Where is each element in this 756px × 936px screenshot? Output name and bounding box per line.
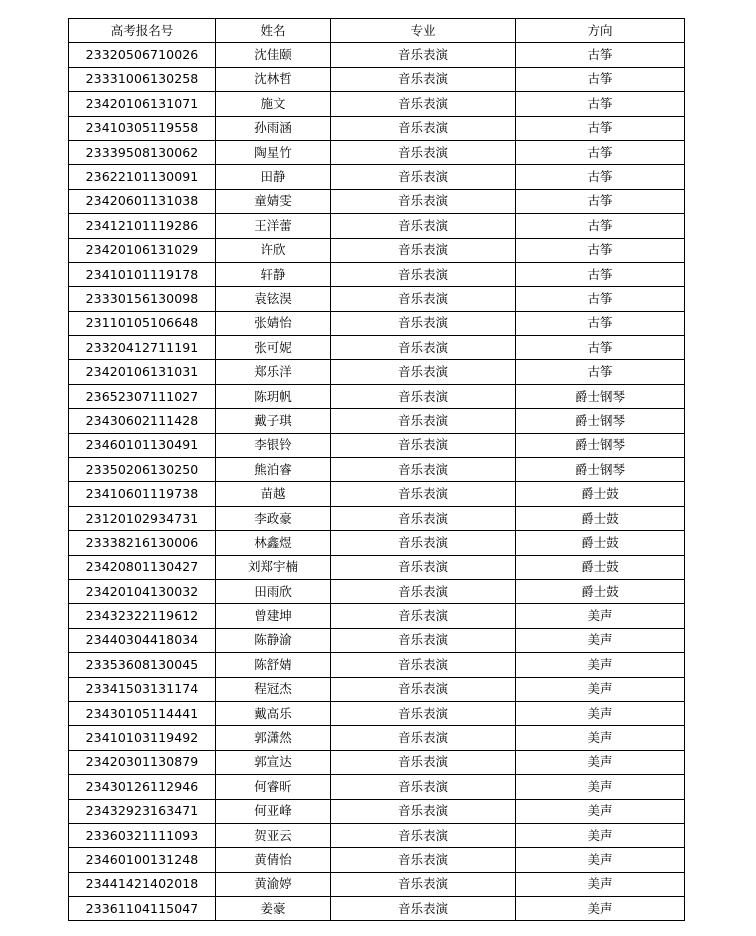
table-row bbox=[69, 43, 685, 67]
table-row bbox=[69, 92, 685, 116]
table-header bbox=[69, 19, 685, 43]
exam-id-cell: 23420601131038 bbox=[69, 189, 216, 213]
table-row bbox=[69, 628, 685, 652]
exam-id-cell: 23460101130491 bbox=[69, 433, 216, 457]
student-name-cell: 童婧雯 bbox=[216, 189, 331, 213]
table-row bbox=[69, 653, 685, 677]
major-cell: 音乐表演 bbox=[331, 555, 516, 579]
table-row bbox=[69, 506, 685, 530]
table-row bbox=[69, 579, 685, 603]
major-cell: 音乐表演 bbox=[331, 262, 516, 286]
exam-id-cell: 23320412711191 bbox=[69, 336, 216, 360]
student-name-cell: 王洋蕾 bbox=[216, 214, 331, 238]
exam-id-cell: 23432322119612 bbox=[69, 604, 216, 628]
major-cell: 音乐表演 bbox=[331, 750, 516, 774]
direction-cell: 爵士鼓 bbox=[516, 555, 685, 579]
direction-cell: 古筝 bbox=[516, 189, 685, 213]
direction-cell: 古筝 bbox=[516, 214, 685, 238]
student-name-cell: 袁铉淏 bbox=[216, 287, 331, 311]
student-name-cell: 郭宣达 bbox=[216, 750, 331, 774]
student-name-cell: 戴子琪 bbox=[216, 409, 331, 433]
direction-cell: 古筝 bbox=[516, 43, 685, 67]
student-name-cell: 林鑫煜 bbox=[216, 531, 331, 555]
table-row bbox=[69, 336, 685, 360]
student-name-cell: 贺亚云 bbox=[216, 823, 331, 847]
student-name-cell: 程冠杰 bbox=[216, 677, 331, 701]
major-cell: 音乐表演 bbox=[331, 458, 516, 482]
student-name-cell: 苗越 bbox=[216, 482, 331, 506]
table-row bbox=[69, 458, 685, 482]
header-exam-id: 高考报名号 bbox=[69, 19, 216, 43]
table-body bbox=[69, 43, 685, 921]
table-row bbox=[69, 189, 685, 213]
table-row bbox=[69, 872, 685, 896]
direction-cell: 古筝 bbox=[516, 262, 685, 286]
exam-id-cell: 23622101130091 bbox=[69, 165, 216, 189]
major-cell: 音乐表演 bbox=[331, 384, 516, 408]
direction-cell: 古筝 bbox=[516, 92, 685, 116]
direction-cell: 古筝 bbox=[516, 287, 685, 311]
exam-id-cell: 23350206130250 bbox=[69, 458, 216, 482]
direction-cell: 古筝 bbox=[516, 67, 685, 91]
direction-cell: 爵士鼓 bbox=[516, 482, 685, 506]
exam-id-cell: 23412101119286 bbox=[69, 214, 216, 238]
table-row bbox=[69, 750, 685, 774]
exam-id-cell: 23320506710026 bbox=[69, 43, 216, 67]
exam-id-cell: 23120102934731 bbox=[69, 506, 216, 530]
table-row bbox=[69, 214, 685, 238]
direction-cell: 古筝 bbox=[516, 360, 685, 384]
exam-id-cell: 23420104130032 bbox=[69, 579, 216, 603]
header-name: 姓名 bbox=[216, 19, 331, 43]
exam-id-cell: 23360321111093 bbox=[69, 823, 216, 847]
direction-cell: 美声 bbox=[516, 848, 685, 872]
direction-cell: 美声 bbox=[516, 604, 685, 628]
exam-id-cell: 23331006130258 bbox=[69, 67, 216, 91]
student-name-cell: 陈静渝 bbox=[216, 628, 331, 652]
table-row bbox=[69, 701, 685, 725]
student-name-cell: 刘郑宇楠 bbox=[216, 555, 331, 579]
exam-id-cell: 23339508130062 bbox=[69, 140, 216, 164]
exam-id-cell: 23410101119178 bbox=[69, 262, 216, 286]
student-name-cell: 黄倩怡 bbox=[216, 848, 331, 872]
exam-id-cell: 23410103119492 bbox=[69, 726, 216, 750]
table-row bbox=[69, 140, 685, 164]
major-cell: 音乐表演 bbox=[331, 140, 516, 164]
direction-cell: 古筝 bbox=[516, 165, 685, 189]
major-cell: 音乐表演 bbox=[331, 604, 516, 628]
direction-cell: 古筝 bbox=[516, 238, 685, 262]
exam-id-cell: 23430602111428 bbox=[69, 409, 216, 433]
table-row bbox=[69, 238, 685, 262]
exam-id-cell: 23420301130879 bbox=[69, 750, 216, 774]
exam-id-cell: 23420106131031 bbox=[69, 360, 216, 384]
major-cell: 音乐表演 bbox=[331, 701, 516, 725]
exam-id-cell: 23420801130427 bbox=[69, 555, 216, 579]
direction-cell: 爵士钢琴 bbox=[516, 458, 685, 482]
exam-id-cell: 23410601119738 bbox=[69, 482, 216, 506]
exam-id-cell: 23420106131029 bbox=[69, 238, 216, 262]
student-name-cell: 田雨欣 bbox=[216, 579, 331, 603]
header-major: 专业 bbox=[331, 19, 516, 43]
student-name-cell: 轩静 bbox=[216, 262, 331, 286]
major-cell: 音乐表演 bbox=[331, 579, 516, 603]
major-cell: 音乐表演 bbox=[331, 628, 516, 652]
table-row bbox=[69, 384, 685, 408]
major-cell: 音乐表演 bbox=[331, 482, 516, 506]
table-row bbox=[69, 531, 685, 555]
direction-cell: 美声 bbox=[516, 799, 685, 823]
direction-cell: 爵士鼓 bbox=[516, 506, 685, 530]
major-cell: 音乐表演 bbox=[331, 897, 516, 921]
exam-id-cell: 23410305119558 bbox=[69, 116, 216, 140]
exam-id-cell: 23460100131248 bbox=[69, 848, 216, 872]
exam-id-cell: 23330156130098 bbox=[69, 287, 216, 311]
student-name-cell: 施文 bbox=[216, 92, 331, 116]
student-name-cell: 黄渝婷 bbox=[216, 872, 331, 896]
student-name-cell: 郑乐洋 bbox=[216, 360, 331, 384]
major-cell: 音乐表演 bbox=[331, 43, 516, 67]
exam-id-cell: 23353608130045 bbox=[69, 653, 216, 677]
student-name-cell: 陈玥帆 bbox=[216, 384, 331, 408]
major-cell: 音乐表演 bbox=[331, 92, 516, 116]
student-name-cell: 熊泊睿 bbox=[216, 458, 331, 482]
table-row bbox=[69, 409, 685, 433]
direction-cell: 爵士钢琴 bbox=[516, 433, 685, 457]
direction-cell: 美声 bbox=[516, 726, 685, 750]
major-cell: 音乐表演 bbox=[331, 799, 516, 823]
admission-list-sheet bbox=[68, 18, 684, 921]
major-cell: 音乐表演 bbox=[331, 726, 516, 750]
table-row bbox=[69, 555, 685, 579]
student-name-cell: 曾建坤 bbox=[216, 604, 331, 628]
student-name-cell: 田静 bbox=[216, 165, 331, 189]
student-name-cell: 许欣 bbox=[216, 238, 331, 262]
exam-id-cell: 23110105106648 bbox=[69, 311, 216, 335]
exam-id-cell: 23341503131174 bbox=[69, 677, 216, 701]
major-cell: 音乐表演 bbox=[331, 872, 516, 896]
exam-id-cell: 23432923163471 bbox=[69, 799, 216, 823]
major-cell: 音乐表演 bbox=[331, 311, 516, 335]
major-cell: 音乐表演 bbox=[331, 336, 516, 360]
exam-id-cell: 23441421402018 bbox=[69, 872, 216, 896]
student-name-cell: 陈舒婧 bbox=[216, 653, 331, 677]
table-row bbox=[69, 360, 685, 384]
major-cell: 音乐表演 bbox=[331, 360, 516, 384]
direction-cell: 古筝 bbox=[516, 336, 685, 360]
major-cell: 音乐表演 bbox=[331, 238, 516, 262]
exam-id-cell: 23361104115047 bbox=[69, 897, 216, 921]
exam-id-cell: 23430105114441 bbox=[69, 701, 216, 725]
admission-table bbox=[68, 18, 685, 921]
table-row bbox=[69, 775, 685, 799]
direction-cell: 美声 bbox=[516, 872, 685, 896]
direction-cell: 古筝 bbox=[516, 140, 685, 164]
direction-cell: 美声 bbox=[516, 653, 685, 677]
major-cell: 音乐表演 bbox=[331, 775, 516, 799]
table-row bbox=[69, 287, 685, 311]
major-cell: 音乐表演 bbox=[331, 287, 516, 311]
major-cell: 音乐表演 bbox=[331, 189, 516, 213]
table-row bbox=[69, 848, 685, 872]
student-name-cell: 郭潇然 bbox=[216, 726, 331, 750]
student-name-cell: 何睿昕 bbox=[216, 775, 331, 799]
student-name-cell: 李银铃 bbox=[216, 433, 331, 457]
direction-cell: 美声 bbox=[516, 701, 685, 725]
student-name-cell: 孙雨涵 bbox=[216, 116, 331, 140]
student-name-cell: 何亚峰 bbox=[216, 799, 331, 823]
major-cell: 音乐表演 bbox=[331, 433, 516, 457]
table-row bbox=[69, 311, 685, 335]
table-row bbox=[69, 116, 685, 140]
major-cell: 音乐表演 bbox=[331, 214, 516, 238]
table-row bbox=[69, 726, 685, 750]
major-cell: 音乐表演 bbox=[331, 506, 516, 530]
major-cell: 音乐表演 bbox=[331, 848, 516, 872]
table-row bbox=[69, 823, 685, 847]
student-name-cell: 李政豪 bbox=[216, 506, 331, 530]
student-name-cell: 姜豪 bbox=[216, 897, 331, 921]
exam-id-cell: 23430126112946 bbox=[69, 775, 216, 799]
major-cell: 音乐表演 bbox=[331, 116, 516, 140]
student-name-cell: 张可妮 bbox=[216, 336, 331, 360]
header-direction: 方向 bbox=[516, 19, 685, 43]
direction-cell: 美声 bbox=[516, 775, 685, 799]
table-row bbox=[69, 262, 685, 286]
major-cell: 音乐表演 bbox=[331, 531, 516, 555]
table-row bbox=[69, 67, 685, 91]
table-row bbox=[69, 799, 685, 823]
direction-cell: 爵士鼓 bbox=[516, 579, 685, 603]
exam-id-cell: 23338216130006 bbox=[69, 531, 216, 555]
major-cell: 音乐表演 bbox=[331, 409, 516, 433]
student-name-cell: 张婧怡 bbox=[216, 311, 331, 335]
student-name-cell: 沈林哲 bbox=[216, 67, 331, 91]
student-name-cell: 陶星竹 bbox=[216, 140, 331, 164]
direction-cell: 美声 bbox=[516, 823, 685, 847]
major-cell: 音乐表演 bbox=[331, 67, 516, 91]
header-row bbox=[69, 19, 685, 43]
direction-cell: 古筝 bbox=[516, 116, 685, 140]
direction-cell: 美声 bbox=[516, 677, 685, 701]
table-row bbox=[69, 433, 685, 457]
major-cell: 音乐表演 bbox=[331, 677, 516, 701]
exam-id-cell: 23420106131071 bbox=[69, 92, 216, 116]
table-row bbox=[69, 897, 685, 921]
direction-cell: 爵士钢琴 bbox=[516, 384, 685, 408]
major-cell: 音乐表演 bbox=[331, 823, 516, 847]
direction-cell: 美声 bbox=[516, 750, 685, 774]
major-cell: 音乐表演 bbox=[331, 653, 516, 677]
student-name-cell: 戴高乐 bbox=[216, 701, 331, 725]
student-name-cell: 沈佳颐 bbox=[216, 43, 331, 67]
direction-cell: 美声 bbox=[516, 628, 685, 652]
direction-cell: 古筝 bbox=[516, 311, 685, 335]
table-row bbox=[69, 165, 685, 189]
direction-cell: 爵士钢琴 bbox=[516, 409, 685, 433]
exam-id-cell: 23440304418034 bbox=[69, 628, 216, 652]
table-row bbox=[69, 677, 685, 701]
table-row bbox=[69, 482, 685, 506]
direction-cell: 爵士鼓 bbox=[516, 531, 685, 555]
table-row bbox=[69, 604, 685, 628]
direction-cell: 美声 bbox=[516, 897, 685, 921]
major-cell: 音乐表演 bbox=[331, 165, 516, 189]
exam-id-cell: 23652307111027 bbox=[69, 384, 216, 408]
